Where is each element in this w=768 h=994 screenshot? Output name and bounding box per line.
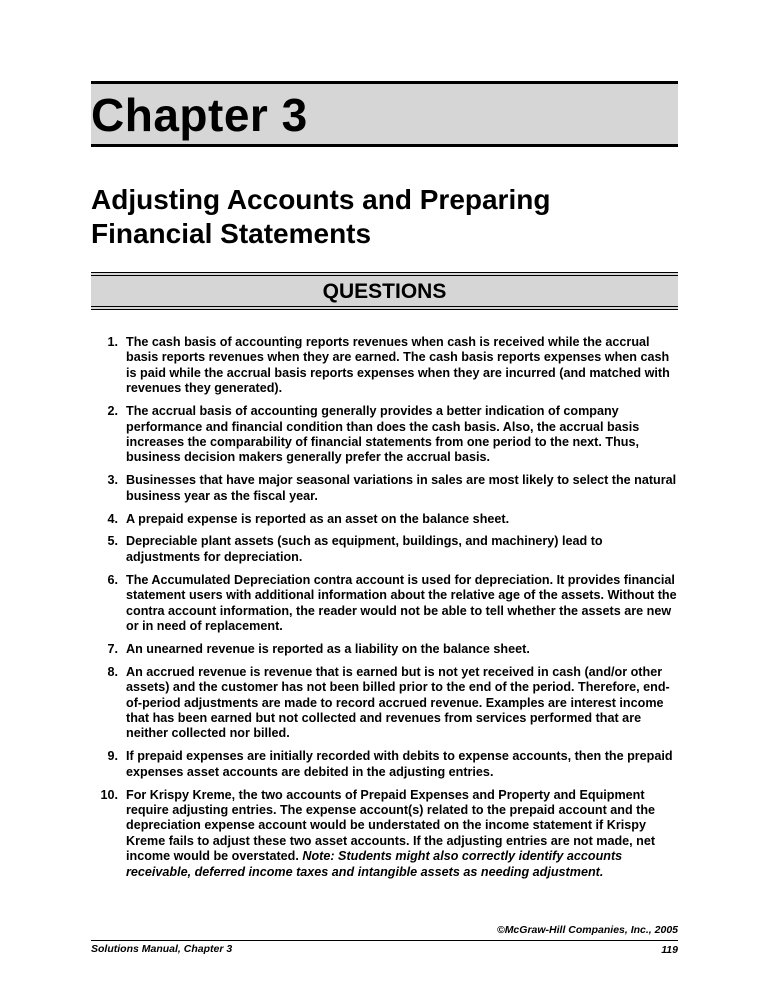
question-number: 8. (107, 664, 118, 679)
questions-list (89, 335, 679, 888)
question-item (89, 573, 679, 635)
subtitle-line-2: Financial Statements (91, 218, 372, 249)
question-text: An accrued revenue is revenue that is earned but is not yet received in cash (and/or other assets) and the customer has not been billed prior to the end of the period. Therefore, end-of-period adjustments are made to record accrued revenue. Examples are interest income that has been earned but not collected and revenues from services performed that are neither collected nor billed. (126, 664, 670, 741)
question-number: 2. (107, 404, 118, 419)
question-number: 9. (107, 749, 118, 764)
question-text: The cash basis of accounting reports revenues when cash is received while the accrual basis reports revenues when they are earned. The cash basis reports expenses when cash is paid while the accrual basis reports expenses when they are incurred (and matched with revenues they generated). (126, 335, 670, 396)
question-text-with-note (118, 788, 679, 880)
question-text: The accrual basis of accounting generally provides a better indication of company performance and financial condition than does the cash basis. Also, the accrual basis increases the comparability of financial statements from one period to the next. Thus, business decision makers generally prefer the accrual basis. (126, 404, 640, 465)
question-text: A prepaid expense is reported as an asset on the balance sheet. (126, 511, 510, 526)
section-title: QUESTIONS (322, 280, 447, 303)
question-item (89, 665, 679, 742)
question-note: Note: Students might also correctly identify accounts receivable, deferred income taxes and intangible assets as needing adjustment. (126, 849, 623, 879)
question-text: The Accumulated Depreciation contra account is used for depreciation. It provides financial statement users with additional information about the relative age of the assets. Without the contra account information, the reader would not be able to tell whether the assets are new or in need of replacement. (126, 572, 677, 633)
question-item (89, 335, 679, 397)
question-item (89, 512, 679, 527)
question-item (89, 749, 679, 780)
copyright-notice: ©McGraw-Hill Companies, Inc., 2005 (496, 924, 678, 936)
question-item (89, 642, 679, 657)
questions-heading-band (91, 272, 678, 310)
footer-divider (91, 940, 678, 941)
question-number: 6. (107, 572, 118, 587)
question-number: 10. (100, 787, 118, 802)
question-number: 3. (107, 473, 118, 488)
question-number: 1. (107, 335, 118, 349)
question-number: 5. (107, 534, 118, 549)
question-text: Depreciable plant assets (such as equipment, buildings, and machinery) lead to adjustments for depreciation. (126, 534, 603, 564)
question-item (89, 788, 679, 880)
page-number: 119 (661, 944, 678, 956)
subtitle-line-1: Adjusting Accounts and Preparing (91, 184, 551, 215)
question-text: Businesses that have major seasonal variations in sales are most likely to select the natural business year as the fiscal year. (126, 473, 677, 503)
question-number: 7. (107, 641, 118, 656)
question-number: 4. (107, 511, 118, 526)
chapter-subtitle (91, 183, 691, 251)
footer-label: Solutions Manual, Chapter 3 (91, 943, 233, 955)
question-item (89, 404, 679, 466)
question-text: For Krispy Kreme, the two accounts of Prepaid Expenses and Property and Equipment require adjusting entries. The expense account(s) related to the prepaid account and the depreciation expense account would be understated on the income statement if Krispy Kreme fails to adjust these two asset accounts. If the adjusting entries are not made, net income would be overstated. (126, 787, 656, 864)
question-item (89, 534, 679, 565)
question-item (89, 473, 679, 504)
question-text: If prepaid expenses are initially recorded with debits to expense accounts, then the prepaid expenses asset accounts are debited in the adjusting entries. (126, 749, 673, 779)
chapter-title: Chapter 3 (91, 89, 308, 141)
question-text: An unearned revenue is reported as a liability on the balance sheet. (126, 641, 530, 656)
chapter-heading-band (91, 81, 678, 147)
